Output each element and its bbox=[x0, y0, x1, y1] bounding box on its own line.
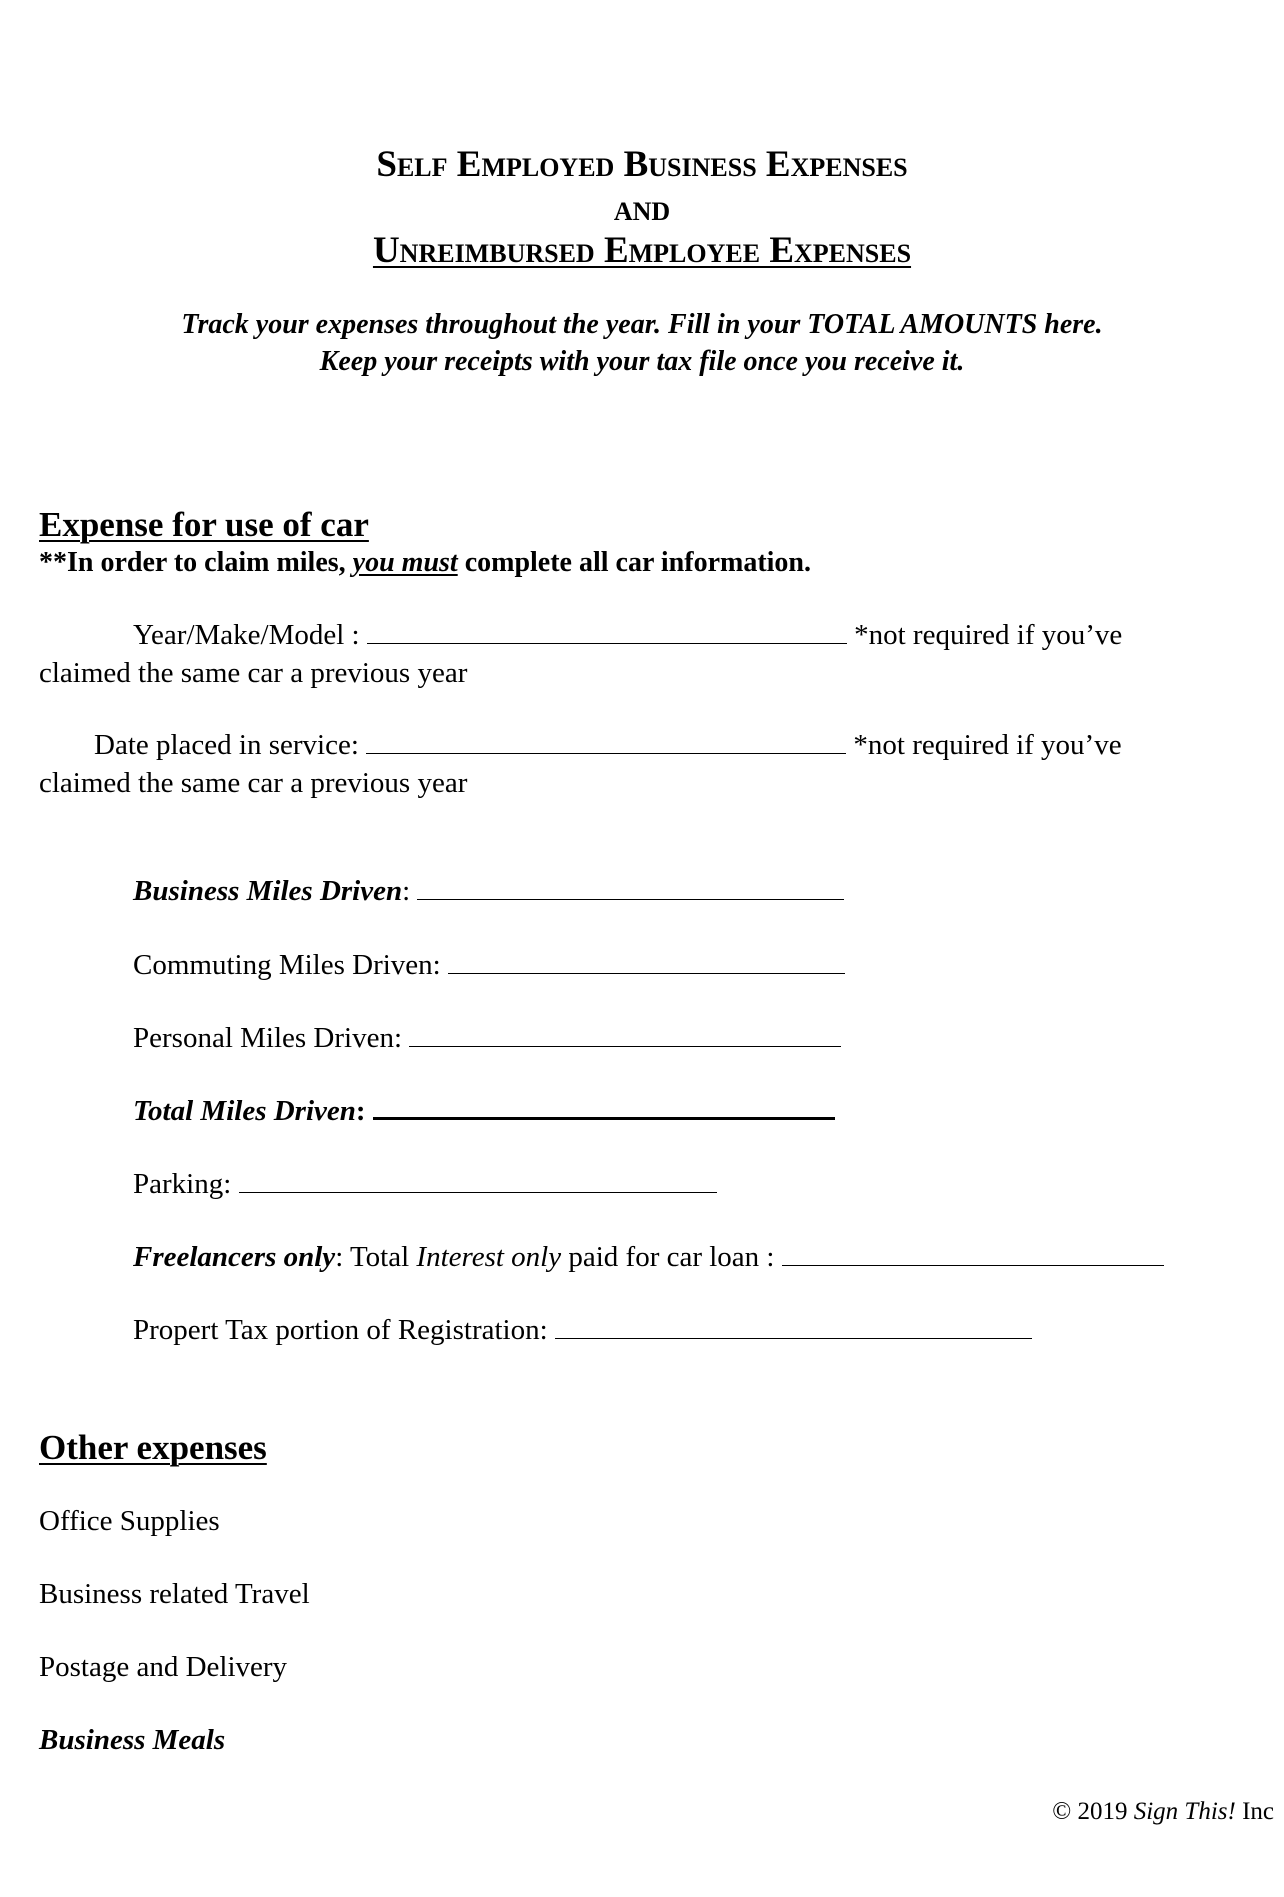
parking-label: Parking: bbox=[133, 1168, 232, 1200]
commuting-miles-row bbox=[133, 948, 845, 982]
other-item-business-meals: Business Meals bbox=[39, 1724, 226, 1756]
instruction-line-1: Track your expenses throughout the year. Fill in your TOTAL AMOUNTS here. bbox=[181, 309, 1103, 340]
freelancers-interest-row bbox=[133, 1240, 1164, 1274]
title-line-1: Self Employed Business Expenses bbox=[376, 144, 908, 185]
year-make-model-note-cont: claimed the same car a previous year bbox=[39, 657, 468, 689]
total-miles-label: Total Miles Driven bbox=[133, 1095, 356, 1127]
freelancers-label: Freelancers only bbox=[133, 1241, 336, 1273]
business-miles-field[interactable] bbox=[417, 877, 844, 900]
year-make-model-field[interactable] bbox=[367, 621, 847, 644]
business-miles-colon: : bbox=[402, 875, 411, 907]
car-info-requirement-note bbox=[39, 546, 811, 580]
date-in-service-note-cont: claimed the same car a previous year bbox=[39, 767, 468, 799]
date-in-service-row bbox=[94, 728, 1122, 762]
year-make-model-row bbox=[133, 618, 1122, 652]
total-miles-row bbox=[133, 1094, 835, 1128]
year-make-model-label: Year/Make/Model : bbox=[133, 619, 360, 651]
other-section-heading: Other expenses bbox=[39, 1428, 267, 1467]
property-tax-field[interactable] bbox=[555, 1316, 1032, 1339]
commuting-miles-label: Commuting Miles Driven: bbox=[133, 949, 441, 981]
year-make-model-note: *not required if you’ve bbox=[854, 619, 1123, 651]
freelancers-text-2: paid for car loan : bbox=[561, 1241, 775, 1273]
title-line-3: Unreimbursed Employee Expenses bbox=[372, 230, 912, 271]
property-tax-row bbox=[133, 1313, 1032, 1347]
title-line-2: and bbox=[613, 188, 671, 229]
business-miles-row bbox=[133, 874, 844, 908]
other-item-postage-delivery: Postage and Delivery bbox=[39, 1651, 288, 1683]
copyright-brand: Sign This! bbox=[1133, 1798, 1236, 1825]
freelancers-italic: Interest only bbox=[416, 1241, 562, 1273]
freelancers-text-1: : Total bbox=[335, 1241, 417, 1273]
commuting-miles-field[interactable] bbox=[448, 951, 845, 974]
instruction-line-2: Keep your receipts with your tax file once you receive it. bbox=[319, 346, 965, 377]
other-item-business-travel: Business related Travel bbox=[39, 1578, 310, 1610]
other-item-office-supplies: Office Supplies bbox=[39, 1505, 220, 1537]
business-miles-label: Business Miles Driven bbox=[133, 875, 403, 907]
copyright-prefix: © 2019 bbox=[1052, 1798, 1134, 1825]
copyright-suffix: Inc bbox=[1235, 1798, 1274, 1825]
freelancers-interest-field[interactable] bbox=[782, 1243, 1164, 1266]
personal-miles-row bbox=[133, 1021, 841, 1055]
note-suffix: complete all car information. bbox=[457, 547, 811, 578]
personal-miles-field[interactable] bbox=[409, 1024, 841, 1047]
date-in-service-field[interactable] bbox=[366, 731, 846, 754]
note-emphasis: you must bbox=[352, 547, 458, 578]
date-in-service-note: *not required if you’ve bbox=[853, 729, 1122, 761]
note-prefix: **In order to claim miles, bbox=[39, 547, 353, 578]
date-in-service-label: Date placed in service: bbox=[94, 729, 359, 761]
copyright-notice bbox=[1052, 1797, 1274, 1827]
parking-field[interactable] bbox=[239, 1170, 717, 1193]
personal-miles-label: Personal Miles Driven: bbox=[133, 1022, 403, 1054]
parking-row bbox=[133, 1167, 717, 1201]
property-tax-label: Propert Tax portion of Registration: bbox=[133, 1314, 548, 1346]
total-miles-field[interactable] bbox=[373, 1095, 835, 1120]
car-section-heading: Expense for use of car bbox=[39, 505, 369, 544]
total-miles-colon: : bbox=[355, 1095, 366, 1127]
